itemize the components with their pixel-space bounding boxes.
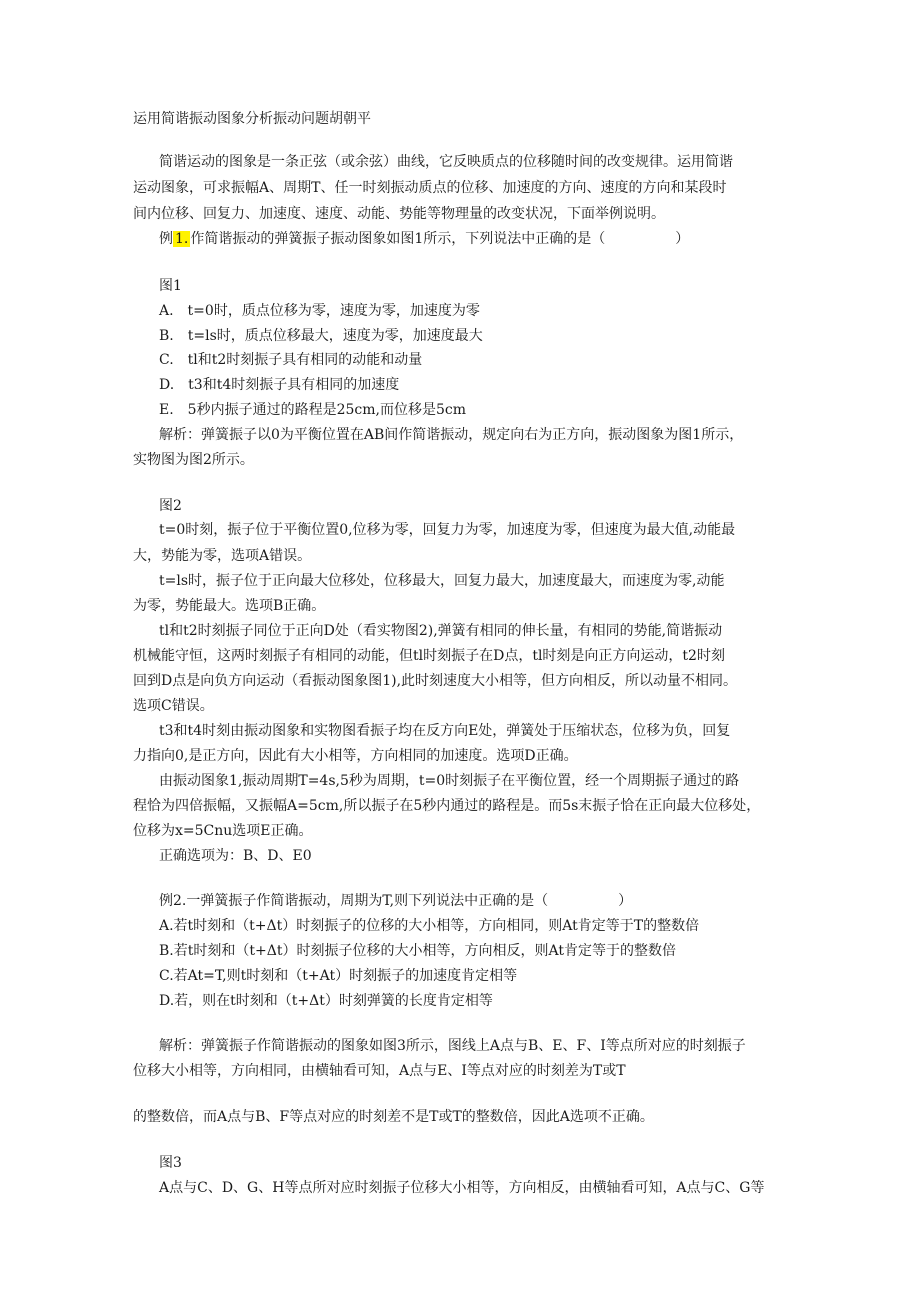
example1-question-line [159,229,689,249]
intro-line-1: 简谐运动的图象是一条正弦（或余弦）曲线，它反映质点的位移随时间的改变规律。运用简谐 [159,154,733,170]
example2-option-d: D.若，则在t时刻和（t+Δt）时刻弹簧的长度肯定相等 [159,993,493,1009]
example1-paragraph-line: 大，势能为零，选项A错误。 [133,548,312,564]
example1-paragraph-line: 程恰为四倍振幅，又振幅A=5cm,所以振子在5秒内通过的路程是。而5s末振子恰在正向最大位移处， [133,798,761,814]
example1-analysis-line-2: 实物图为图2所示。 [133,452,254,468]
example2-analysis-line-2: 位移大小相等，方向相同，由横轴看可知，A点与E、I等点对应的时刻差为T或T [133,1063,626,1079]
example2-option-c: C.若At=T,则t时刻和（t+At）时刻振子的加速度肯定相等 [159,968,518,984]
example1-paragraph-line: 为零，势能最大。选项B正确。 [133,598,326,614]
figure3-label: 图3 [159,1155,182,1171]
example1-paragraph-line: t=ls时，振子位于正向最大位移处，位移最大，回复力最大，加速度最大，而速度为零,动能 [159,573,725,589]
example2-question: 例2.一弹簧振子作简谐振动，周期为T,则下列说法中正确的是（ ） [159,893,633,909]
example1-option-c: C. tl和t2时刻振子具有相同的动能和动量 [159,352,423,368]
intro-line-3: 间内位移、回复力、加速度、速度、动能、势能等物理量的改变状况，下面举例说明。 [133,206,665,222]
example1-number-highlight: 1. [175,231,189,247]
example1-option-e: E. 5秒内振子通过的路程是25cm,而位移是5cm [159,402,466,418]
figure2-label: 图2 [159,498,182,514]
example1-option-b: B. t=ls时，质点位移最大，速度为零，加速度最大 [159,328,483,344]
example2-option-a: A.若t时刻和（t+Δt）时刻振子的位移的大小相等，方向相同，则At肯定等于T的整数倍 [159,918,700,934]
example2-option-b: B.若t时刻和（t+Δt）时刻振子位移的大小相等，方向相反，则At肯定等于的整数倍 [159,943,676,959]
example1-paragraph-line: tl和t2时刻振子同位于正向D处（看实物图2),弹簧有相同的伸长量，有相同的势能,简谐振动 [159,623,723,639]
example1-paragraph-line: 回到D点是向负方向运动（看振动图象图1),此时刻速度大小相等，但方向相反，所以动量不相同。 [133,673,738,689]
example2-analysis-line-1: 解析：弹簧振子作简谐振动的图象如图3所示，图线上A点与B、E、F、I等点所对应的时刻振子 [159,1038,746,1054]
example1-question: 作简谐振动的弹簧振子振动图象如图1所示，下列说法中正确的是（ ） [190,231,690,247]
example1-option-d: D. t3和t4时刻振子具有相同的加速度 [159,377,400,393]
example1-answer: 正确选项为：B、D、E0 [159,848,312,864]
example1-paragraph-line: 选项C错误。 [133,698,214,714]
example1-prefix: 例 [159,231,173,247]
example1-paragraph-line: t3和t4时刻由振动图象和实物图看振子均在反方向E处，弹簧处于压缩状态，位移为负，回复 [159,723,731,739]
example2-continuation: 的整数倍，而A点与B、F等点对应的时刻差不是T或T的整数倍，因此A选项不正确。 [133,1109,654,1125]
figure1-label: 图1 [159,278,182,294]
example1-paragraph-line: 力指向0,是正方向，因此有大小相等，方向相同的加速度。选项D正确。 [133,748,578,764]
example1-paragraph-line: 位移为x=5Cnu选项E正确。 [133,823,313,839]
document-title: 运用简谐振动图象分析振动问题胡朝平 [133,111,371,127]
example1-option-a: A. t=0时，质点位移为零，速度为零，加速度为零 [159,303,480,319]
example1-analysis-line-1: 解析：弹簧振子以0为平衡位置在AB间作简谐振动，规定向右为正方向，振动图象为图1所示， [159,427,744,443]
intro-line-2: 运动图象，可求振幅A、周期T、任一时刻振动质点的位移、加速度的方向、速度的方向和某段时 [133,180,727,196]
example2-last-line: A点与C、D、G、H等点所对应时刻振子位移大小相等，方向相反，由横轴看可知，A点与C、G等 [159,1180,765,1196]
example1-paragraph-line: t=0时刻，振子位于平衡位置0,位移为零，回复力为零，加速度为零，但速度为最大值,动能最 [159,522,736,538]
example1-paragraph-line: 机械能守恒，这两时刻振子有相同的动能，但tl时刻振子在D点，tl时刻是向正方向运动，t2时刻 [133,648,725,664]
example1-paragraph-line: 由振动图象1,振动周期T=4s,5秒为周期，t=0时刻振子在平衡位置，经一个周期振子通过的路 [159,773,740,789]
